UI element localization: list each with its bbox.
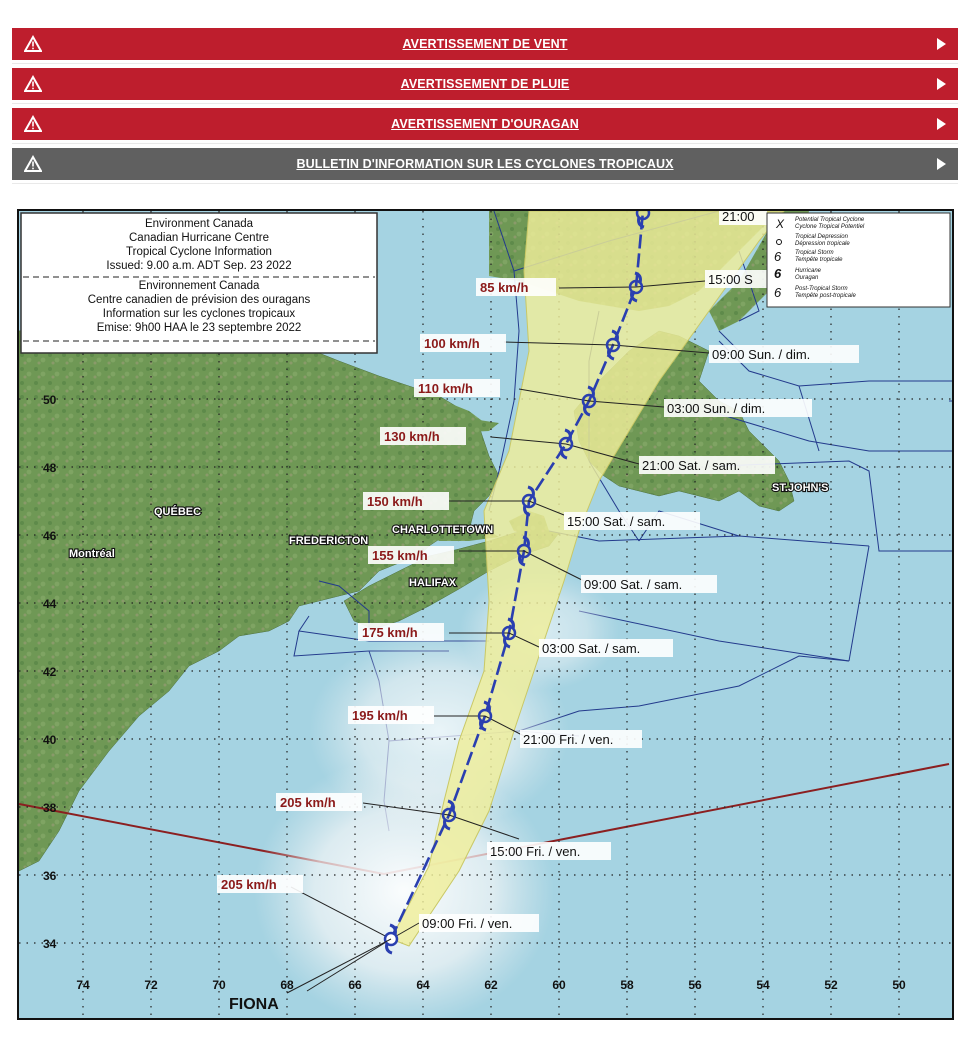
divider [12,183,958,184]
svg-text:60: 60 [552,978,566,992]
wind-label-sat-0300: 175 km/h [362,625,418,640]
hurricane-warning-bar[interactable] [12,108,958,140]
svg-text:Tropical Depression: Tropical Depression [795,234,848,240]
hurricane-warning-link[interactable]: AVERTISSEMENT D'OURAGAN [391,117,579,131]
issuance-info-box [21,213,377,353]
svg-text:62: 62 [484,978,498,992]
time-label-sun-0300: 03:00 Sun. / dim. [667,401,766,416]
svg-text:74: 74 [76,978,90,992]
svg-text:70: 70 [212,978,226,992]
wind-label-fri-0900: 205 km/h [221,877,277,892]
svg-text:36: 36 [43,869,57,883]
city-label-montreal: Montréal [69,548,115,560]
svg-text:Cyclone Tropical Potentiel: Cyclone Tropical Potentiel [795,224,865,230]
time-label-sat-0900: 09:00 Sat. / sam. [584,577,683,592]
svg-text:40: 40 [43,733,57,747]
rain-warning-bar[interactable] [12,68,958,100]
wind-label-sat-0900: 155 km/h [372,548,428,563]
storm-name-label: FIONA [229,996,279,1013]
svg-text:54: 54 [756,978,770,992]
svg-text:66: 66 [348,978,362,992]
header-en-line-1: Environment Canada [144,218,254,230]
time-label-sun-1500: 15:00 S [708,272,753,287]
svg-text:58: 58 [620,978,634,992]
time-label-sun-2100: 21:00 [722,211,755,224]
header-fr-line-3: Information sur les cyclones tropicaux [102,308,296,320]
rain-warning-link[interactable]: AVERTISSEMENT DE PLUIE [400,77,570,91]
svg-text:50: 50 [43,393,57,407]
svg-text:Hurricane: Hurricane [795,268,822,274]
wind-label-sat-1500: 150 km/h [367,494,423,509]
svg-text:48: 48 [43,461,57,475]
wind-label-fri-1500: 205 km/h [280,795,336,810]
time-label-fri-1500: 15:00 Fri. / ven. [490,844,581,859]
chevron-right-icon [937,158,946,170]
time-label-sat-1500: 15:00 Sat. / sam. [567,514,666,529]
chevron-right-icon [937,78,946,90]
time-label-fri-2100: 21:00 Fri. / ven. [523,732,614,747]
svg-text:Post-Tropical Storm: Post-Tropical Storm [795,286,848,292]
header-fr-line-1: Environnement Canada [138,280,260,292]
svg-text:Tropical Storm: Tropical Storm [795,250,834,256]
chevron-right-icon [937,118,946,130]
wind-warning-link[interactable]: AVERTISSEMENT DE VENT [402,37,568,51]
time-label-sat-0300: 03:00 Sat. / sam. [542,641,641,656]
city-label-halifax: HALIFAX [409,577,457,589]
legend-symbol-post-tropical: 6 [774,285,782,300]
svg-text:52: 52 [824,978,838,992]
svg-text:34: 34 [43,937,57,951]
time-label-sat-2100: 21:00 Sat. / sam. [642,458,741,473]
wind-label-sun-0900: 100 km/h [424,336,480,351]
header-en-line-3: Tropical Cyclone Information [126,246,272,258]
legend-symbol-potential: X [776,217,785,231]
divider [12,143,958,144]
header-en-line-2: Canadian Hurricane Centre [129,232,269,244]
svg-text:46: 46 [43,529,57,543]
wind-label-sun-1500: 85 km/h [480,280,529,295]
wind-warning-bar[interactable] [12,28,958,60]
legend-box [767,213,950,307]
svg-text:68: 68 [280,978,294,992]
header-en-line-4: Issued: 9.00 a.m. ADT Sep. 23 2022 [106,260,292,272]
svg-text:38: 38 [43,801,57,815]
header-fr-line-4: Emise: 9h00 HAA le 23 septembre 2022 [96,322,302,334]
svg-text:72: 72 [144,978,158,992]
svg-text:50: 50 [892,978,906,992]
svg-text:44: 44 [43,597,57,611]
chevron-right-icon [937,38,946,50]
tropical-cyclone-bulletin-bar[interactable] [12,148,958,180]
legend-symbol-tropical-storm: 6 [774,249,782,264]
hurricane-track-map [17,209,954,1020]
warning-triangle-icon [24,115,42,133]
divider [12,103,958,104]
wind-label-sun-0300: 110 km/h [418,381,473,396]
city-label-quebec: QUÉBEC [154,506,202,518]
map-canvas [19,211,952,1018]
header-fr-line-2: Centre canadien de prévision des ouragans [87,294,311,306]
warning-triangle-icon [24,155,42,173]
time-label-fri-0900: 09:00 Fri. / ven. [422,916,513,931]
city-label-st-johns: ST.JOHN'S [772,482,829,494]
svg-text:Tempête tropicale: Tempête tropicale [795,257,843,263]
tropical-cyclone-bulletin-link[interactable]: BULLETIN D'INFORMATION SUR LES CYCLONES TROPICAUX [296,157,674,171]
svg-text:42: 42 [43,665,57,679]
warning-triangle-icon [24,75,42,93]
svg-text:56: 56 [688,978,702,992]
svg-text:Potential Tropical Cyclone: Potential Tropical Cyclone [795,217,865,223]
svg-text:Tempête post-tropicale: Tempête post-tropicale [795,293,856,299]
divider [12,63,958,64]
wind-label-sat-2100: 130 km/h [384,429,440,444]
city-label-fredericton: FREDERICTON [289,535,369,547]
time-label-sun-0900: 09:00 Sun. / dim. [712,347,811,362]
city-label-charlottetown: CHARLOTTETOWN [392,524,494,536]
warning-triangle-icon [24,35,42,53]
svg-text:Dépression tropicale: Dépression tropicale [795,241,850,247]
svg-text:64: 64 [416,978,430,992]
legend-symbol-hurricane: 6 [774,266,782,281]
wind-label-fri-2100: 195 km/h [352,708,408,723]
svg-text:Ouragan: Ouragan [795,275,819,281]
